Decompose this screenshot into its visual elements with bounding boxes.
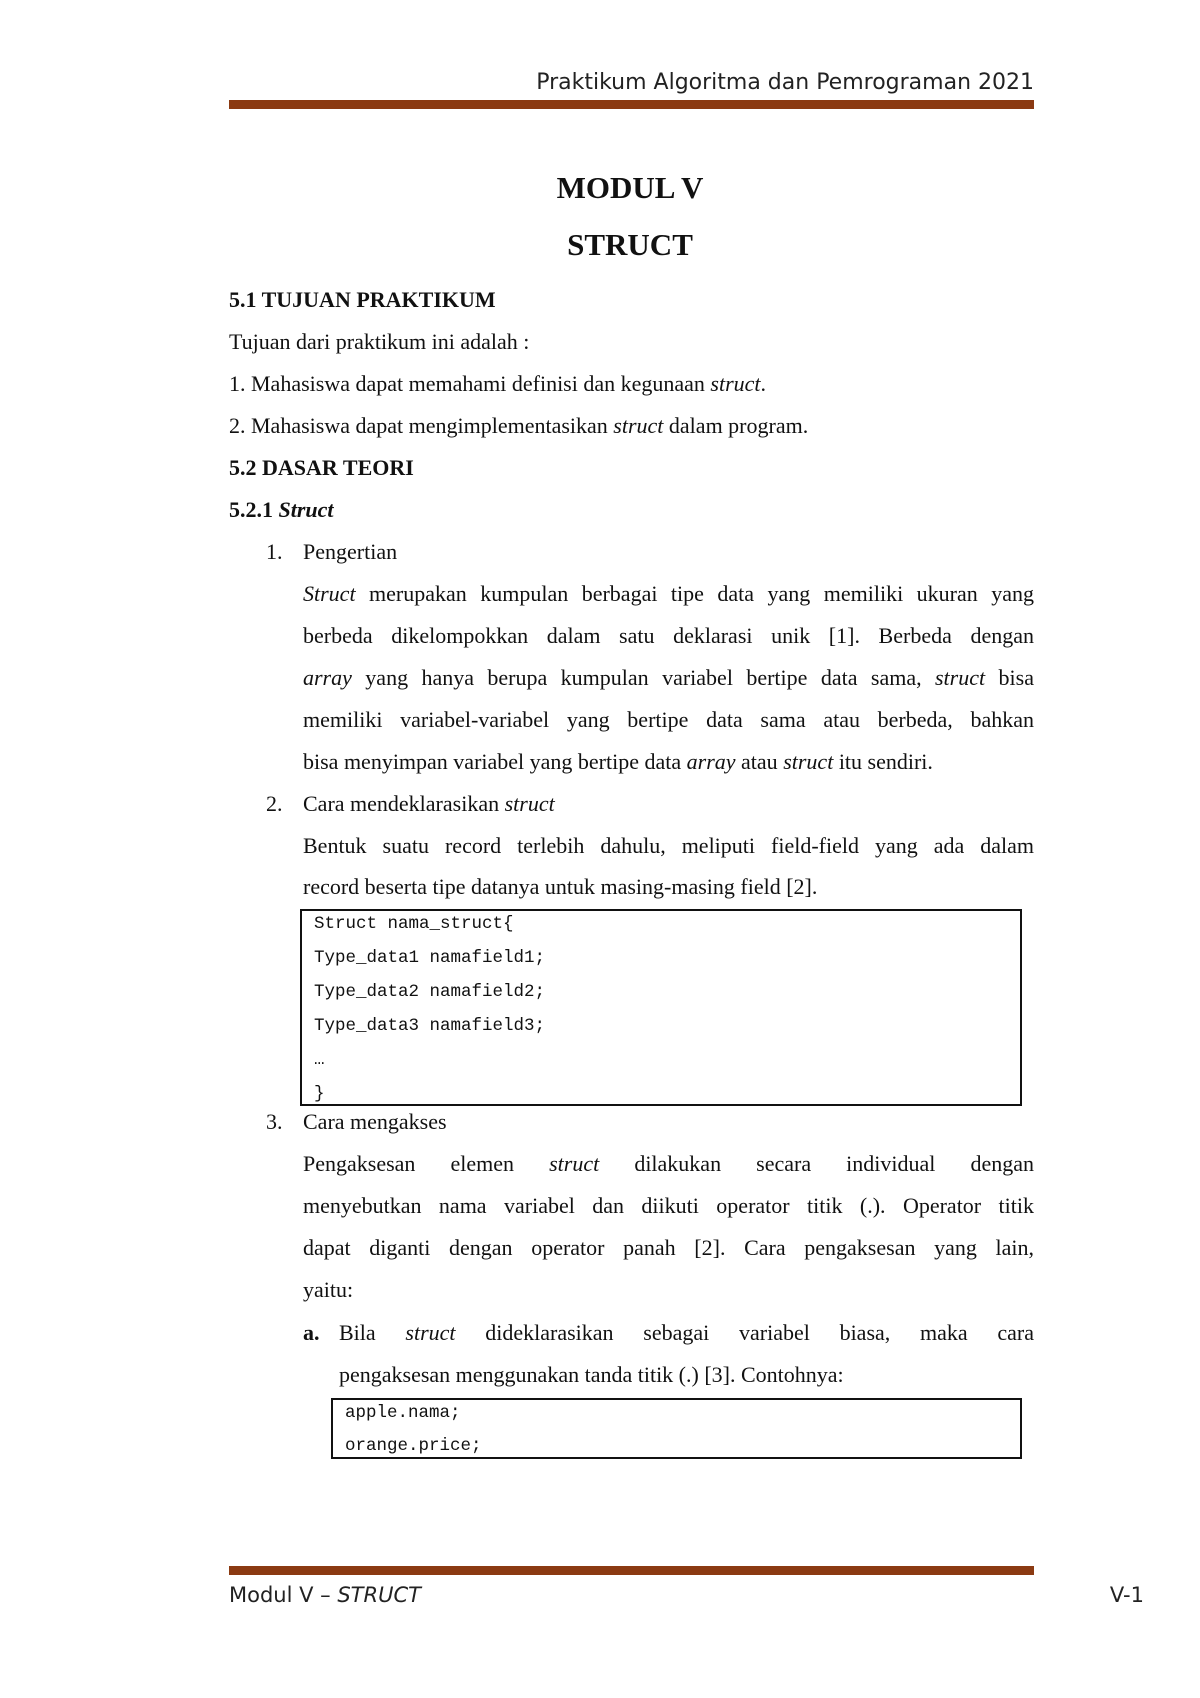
item-number-1: 1. [266, 539, 283, 564]
code-line: Type_data1 namafield1; [314, 948, 546, 968]
page-number: V-1 [1109, 1583, 1144, 1607]
paragraph-line: memiliki variabel-variabel yang bertipe data sama atau berbeda, bahkan [303, 707, 1034, 732]
deklarasi-line-1: Bentuk suatu record terlebih dahulu, meliputi field-field yang ada dalam [303, 833, 1034, 858]
item-number-3: 3. [266, 1109, 283, 1134]
code-block-declaration [300, 909, 1022, 1106]
deklarasi-line-2: record beserta tipe datanya untuk masing-masing field [2]. [303, 874, 818, 899]
code-line: Struct nama_struct{ [314, 914, 514, 934]
header-rule [229, 100, 1034, 109]
paragraph-line: berbeda dikelompokkan dalam satu deklarasi unik [1]. Berbeda dengan [303, 623, 1034, 648]
goals-intro: Tujuan dari praktikum ini adalah : [229, 329, 530, 354]
code-line: Type_data3 namafield3; [314, 1016, 546, 1036]
module-title: MODUL V [556, 170, 704, 205]
item-label-mengakses: Cara mengakses [303, 1109, 447, 1134]
section-heading-5-2: 5.2 DASAR TEORI [229, 455, 414, 480]
section-heading-5-1: 5.1 TUJUAN PRAKTIKUM [229, 287, 496, 312]
item-label-pengertian: Pengertian [303, 539, 398, 564]
item-label-deklarasi: Cara mendeklarasikan struct [303, 791, 555, 816]
sub-item-a-line-2: pengaksesan menggunakan tanda titik (.) [3]. Contohnya: [339, 1362, 844, 1387]
code-line: } [314, 1084, 325, 1104]
paragraph-line: array yang hanya berupa kumpulan variabel bertipe data sama, struct bisa [303, 665, 1034, 690]
code-line: Type_data2 namafield2; [314, 982, 546, 1002]
sub-item-letter-a: a. [303, 1320, 320, 1345]
footer-rule [229, 1566, 1034, 1575]
paragraph-line: Pengaksesan elemen struct dilakukan secara individual dengan [303, 1151, 1035, 1176]
sub-item-a-line-1: Bila struct dideklarasikan sebagai variabel biasa, maka cara [339, 1320, 1034, 1345]
running-header: Praktikum Algoritma dan Pemrograman 2021 [536, 70, 1034, 95]
footer-module-label: Modul V – STRUCT [229, 1583, 421, 1607]
paragraph-line: bisa menyimpan variabel yang bertipe data array atau struct itu sendiri. [303, 749, 933, 774]
code-line: apple.nama; [345, 1403, 461, 1423]
code-block-access [331, 1398, 1022, 1459]
goal-item-1: 1. Mahasiswa dapat memahami definisi dan kegunaan struct. [229, 371, 767, 396]
code-line: orange.price; [345, 1436, 482, 1456]
goal-item-2: 2. Mahasiswa dapat mengimplementasikan struct dalam program. [229, 413, 809, 438]
module-subtitle: STRUCT [567, 227, 693, 262]
paragraph-line: dapat diganti dengan operator panah [2]. Cara pengaksesan yang lain, [303, 1235, 1034, 1260]
item-number-2: 2. [266, 791, 283, 816]
paragraph-line: yaitu: [303, 1277, 354, 1302]
paragraph-line: menyebutkan nama variabel dan diikuti operator titik (.). Operator titik [303, 1193, 1034, 1218]
subsection-heading-5-2-1: 5.2.1 Struct [229, 497, 334, 522]
code-line: … [314, 1050, 325, 1070]
paragraph-line: Struct merupakan kumpulan berbagai tipe data yang memiliki ukuran yang [303, 581, 1034, 606]
